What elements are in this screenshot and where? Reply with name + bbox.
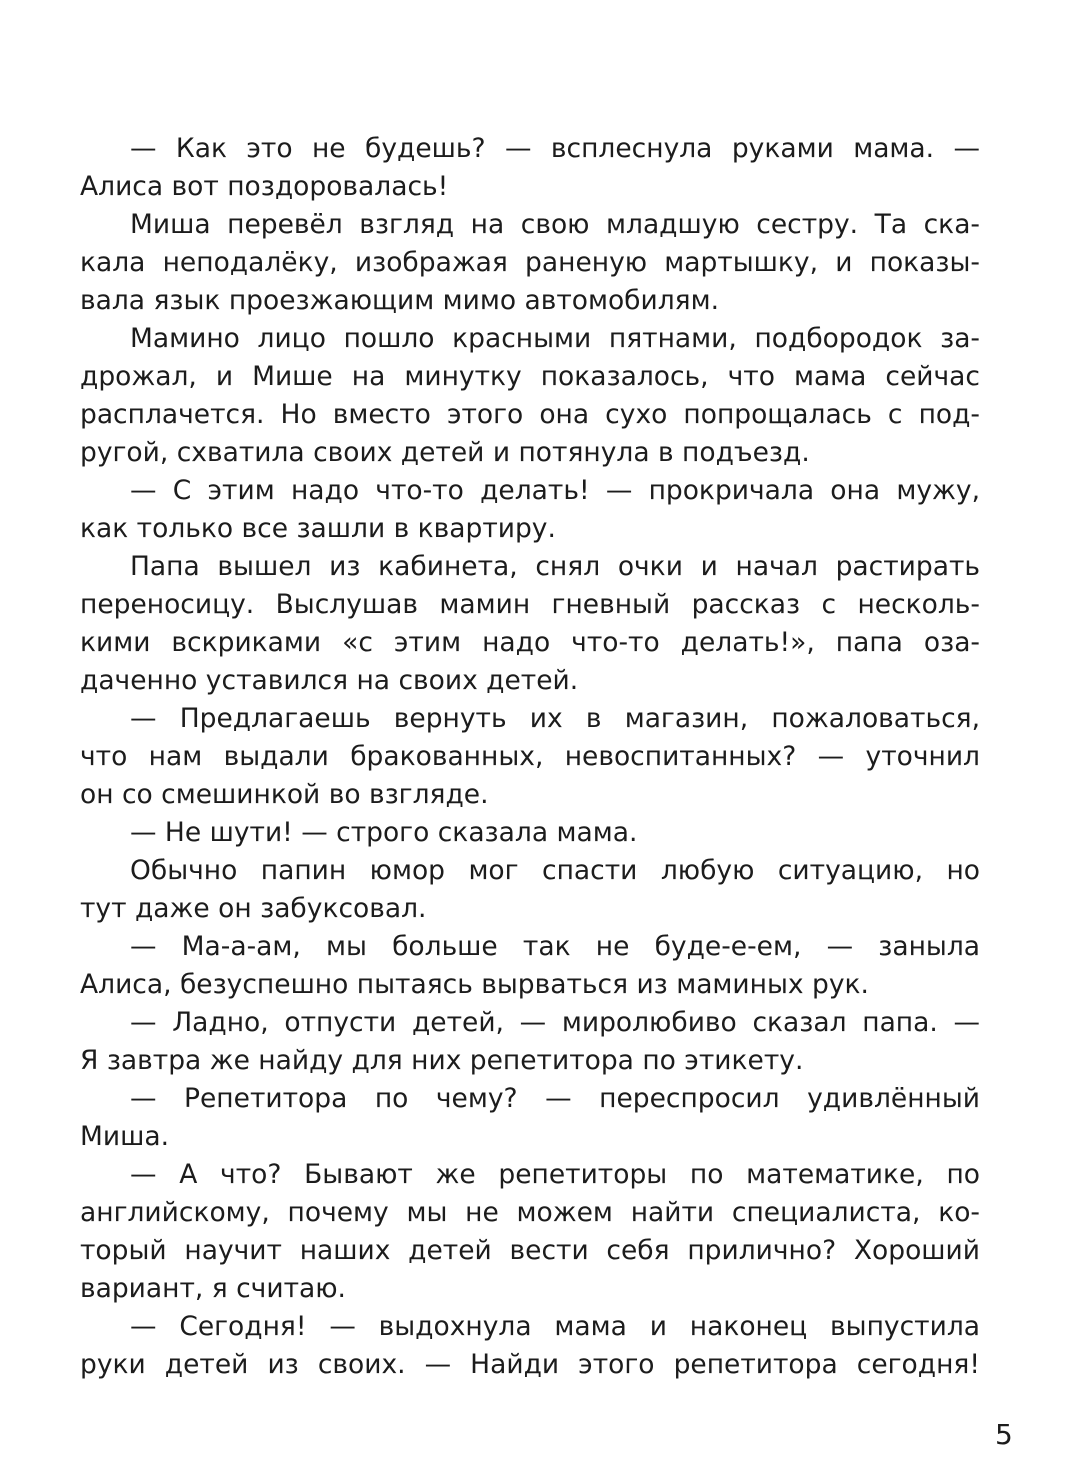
text-line: Папа вышел из кабинета, снял очки и начал растирать — [130, 551, 980, 582]
text-line: Обычно папин юмор мог спасти любую ситуацию, но — [130, 855, 980, 886]
text-line: вала язык проезжающим мимо автомобилям. — [80, 285, 720, 316]
text-line: торый научит наших детей вести себя прилично? Хороший — [80, 1235, 980, 1266]
text-line: Миша перевёл взгляд на свою младшую сестру. Та ска- — [130, 209, 980, 240]
page-number: 5 — [995, 1418, 1013, 1451]
text-line: Я завтра же найду для них репетитора по этикету. — [80, 1045, 804, 1076]
text-line: он со смешинкой во взгляде. — [80, 779, 489, 810]
text-line: как только все зашли в квартиру. — [80, 513, 556, 544]
text-line: Мамино лицо пошло красными пятнами, подбородок за- — [130, 323, 980, 354]
text-line: — С этим надо что-то делать! — прокричала она мужу, — [130, 475, 980, 506]
text-line: кими вскриками «с этим надо что-то делать!», папа оза- — [80, 627, 980, 658]
text-line: что нам выдали бракованных, невоспитанных? — уточнил — [80, 741, 980, 772]
text-line: — Репетитора по чему? — переспросил удивлённый — [130, 1083, 980, 1114]
text-line: — Предлагаешь вернуть их в магазин, пожаловаться, — [130, 703, 980, 734]
text-line: вариант, я считаю. — [80, 1273, 346, 1304]
text-line: английскому, почему мы не можем найти специалиста, ко- — [80, 1197, 980, 1228]
text-line: расплачется. Но вместо этого она сухо попрощалась с под- — [80, 399, 980, 430]
text-line: — А что? Бывают же репетиторы по математике, по — [130, 1159, 980, 1190]
text-line: — Сегодня! — выдохнула мама и наконец выпустила — [130, 1311, 980, 1342]
text-line: даченно уставился на своих детей. — [80, 665, 579, 696]
text-line: — Не шути! — строго сказала мама. — [130, 817, 638, 848]
text-line: ругой, схватила своих детей и потянула в подъезд. — [80, 437, 810, 468]
text-line: Алиса вот поздоровалась! — [80, 171, 449, 202]
text-line: — Ма-а-ам, мы больше так не буде-е-ем, — заныла — [130, 931, 980, 962]
text-line: Алиса, безуспешно пытаясь вырваться из маминых рук. — [80, 969, 869, 1000]
text-line: переносицу. Выслушав мамин гневный рассказ с несколь- — [80, 589, 980, 620]
text-line: Миша. — [80, 1121, 169, 1152]
text-line: дрожал, и Мише на минутку показалось, что мама сейчас — [80, 361, 980, 392]
text-line: руки детей из своих. — Найди этого репетитора сегодня! — [80, 1349, 980, 1380]
text-line: — Как это не будешь? — всплеснула руками мама. — — [130, 133, 980, 164]
text-line: кала неподалёку, изображая раненую мартышку, и показы- — [80, 247, 980, 278]
page-body — [80, 130, 980, 1384]
text-line: тут даже он забуксовал. — [80, 893, 427, 924]
text-line: — Ладно, отпусти детей, — миролюбиво сказал папа. — — [130, 1007, 980, 1038]
